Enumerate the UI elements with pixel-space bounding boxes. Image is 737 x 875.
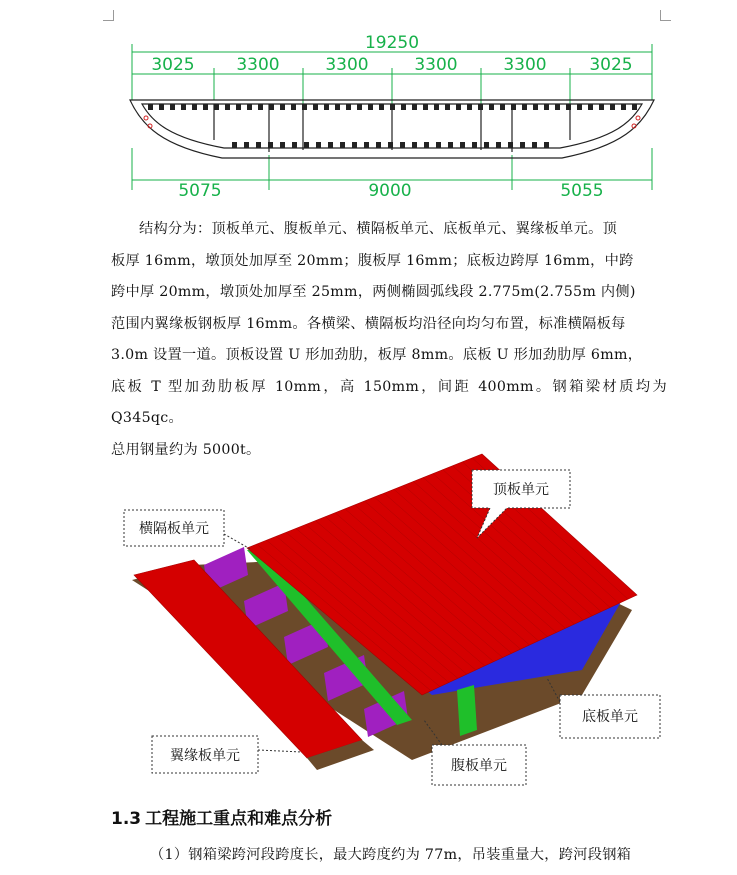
paragraph-line: 底板 T 型加劲肋板厚 10mm，高 150mm，间距 400mm。钢箱梁材质均为 Q345qc。 — [111, 378, 667, 426]
stiffener-rib — [256, 142, 261, 148]
top-dim-2: 3300 — [236, 55, 280, 75]
top-dim-1: 3025 — [151, 55, 195, 75]
stiffener-rib — [472, 142, 477, 148]
stiffener-rib — [324, 104, 329, 110]
bottom-plate-label: 底板单元 — [582, 709, 638, 725]
stiffener-rib — [467, 104, 472, 110]
stiffener-rib — [316, 142, 321, 148]
structure-description — [111, 214, 667, 466]
stiffener-rib — [357, 104, 362, 110]
bottom-dim-2: 9000 — [368, 181, 412, 201]
stiffener-rib — [508, 142, 513, 148]
paragraph-line: 板厚 16mm，墩顶处加厚至 20mm；腹板厚 16mm；底板边跨厚 16mm，中跨 — [111, 252, 634, 269]
girder-3d-figure — [112, 440, 672, 795]
stiffener-rib — [520, 142, 525, 148]
paragraph-line: 3.0m 设置一道。顶板设置 U 形加劲肋，板厚 8mm。底板 U 形加劲肋厚 6mm， — [111, 347, 643, 363]
stiffener-rib — [484, 142, 489, 148]
stiffener-rib — [555, 104, 560, 110]
stiffener-rib — [247, 104, 252, 110]
stiffener-rib — [532, 142, 537, 148]
stiffener-rib — [401, 104, 406, 110]
flange-label: 翼缘板单元 — [170, 748, 240, 764]
stiffener-rib — [203, 104, 208, 110]
stiffener-rib — [292, 142, 297, 148]
stiffener-rib — [424, 142, 429, 148]
web-label: 腹板单元 — [451, 758, 507, 774]
top-plate-label: 顶板单元 — [493, 482, 549, 498]
top-dim-4: 3300 — [414, 55, 458, 75]
section-heading — [111, 804, 332, 829]
callout-flange — [152, 736, 302, 773]
stiffener-rib — [181, 104, 186, 110]
page-corner-mark — [660, 10, 671, 21]
stiffener-rib — [588, 104, 593, 110]
stiffener-rib — [544, 104, 549, 110]
paragraph-line: 总用钢量约为 5000t。 — [111, 441, 261, 458]
stiffener-rib — [225, 104, 230, 110]
stiffener-rib — [489, 104, 494, 110]
stiffener-rib — [192, 104, 197, 110]
stiffener-rib — [258, 104, 263, 110]
stiffener-rib — [632, 104, 637, 110]
stiffener-rib — [280, 142, 285, 148]
stiffener-rib — [159, 104, 164, 110]
stiffener-rib — [400, 142, 405, 148]
stiffener-rib — [364, 142, 369, 148]
bottom-stiffeners — [232, 142, 549, 148]
stiffener-rib — [511, 104, 516, 110]
stiffener-rib — [214, 104, 219, 110]
stiffener-rib — [291, 104, 296, 110]
stiffener-rib — [340, 142, 345, 148]
stiffener-rib — [170, 104, 175, 110]
top-stiffeners — [148, 104, 637, 110]
diaphragm-label: 横隔板单元 — [139, 521, 209, 537]
stiffener-rib — [436, 142, 441, 148]
stiffener-rib — [496, 142, 501, 148]
stiffener-rib — [304, 142, 309, 148]
stiffener-rib — [566, 104, 571, 110]
stiffener-rib — [346, 104, 351, 110]
stiffener-rib — [412, 142, 417, 148]
section-title: 工程施工重点和难点分析 — [145, 809, 333, 829]
stiffener-rib — [445, 104, 450, 110]
list-item-text: （1）钢箱梁跨河段跨度长，最大跨度约为 77m，吊装重量大，跨河段钢箱 — [150, 847, 632, 863]
stiffener-rib — [533, 104, 538, 110]
stiffener-rib — [500, 104, 505, 110]
stiffener-rib — [368, 104, 373, 110]
stiffener-rib — [269, 104, 274, 110]
stiffener-rib — [460, 142, 465, 148]
top-dim-6: 3025 — [589, 55, 633, 75]
stiffener-rib — [280, 104, 285, 110]
paragraph-line: 结构分为：顶板单元、腹板单元、横隔板单元、底板单元、翼缘板单元。顶 — [139, 221, 618, 237]
top-dim-5: 3300 — [503, 55, 547, 75]
overall-width-label: 19250 — [364, 33, 420, 53]
stiffener-rib — [610, 104, 615, 110]
web-unit — [457, 685, 477, 736]
stiffener-rib — [148, 104, 153, 110]
stiffener-rib — [232, 142, 237, 148]
stiffener-rib — [621, 104, 626, 110]
callout-diaphragm — [124, 510, 252, 550]
paragraph-line: 跨中厚 20mm，墩顶处加厚至 25mm，两侧椭圆弧线段 2.775m(2.755m 内侧) — [111, 284, 636, 300]
stiffener-rib — [423, 104, 428, 110]
stiffener-rib — [434, 104, 439, 110]
stiffener-rib — [328, 142, 333, 148]
stiffener-rib — [412, 104, 417, 110]
stiffener-rib — [577, 104, 582, 110]
stiffener-rib — [313, 104, 318, 110]
section-number: 1.3 — [111, 809, 142, 829]
stiffener-rib — [236, 104, 241, 110]
stiffener-rib — [379, 104, 384, 110]
stiffener-rib — [522, 104, 527, 110]
bottom-dim-1: 5075 — [178, 181, 222, 201]
top-dim-3: 3300 — [325, 55, 369, 75]
stiffener-rib — [544, 142, 549, 148]
cross-section-drawing — [122, 30, 662, 202]
stiffener-rib — [335, 104, 340, 110]
stiffener-rib — [268, 142, 273, 148]
stiffener-rib — [302, 104, 307, 110]
list-item — [150, 843, 667, 867]
bottom-dim-3: 5055 — [560, 181, 604, 201]
stiffener-rib — [244, 142, 249, 148]
stiffener-rib — [478, 104, 483, 110]
stiffener-rib — [352, 142, 357, 148]
stiffener-rib — [456, 104, 461, 110]
stiffener-rib — [388, 142, 393, 148]
page-corner-mark — [103, 10, 114, 21]
stiffener-rib — [599, 104, 604, 110]
stiffener-rib — [390, 104, 395, 110]
stiffener-rib — [376, 142, 381, 148]
paragraph-line: 范围内翼缘板钢板厚 16mm。各横梁、横隔板均沿径向均匀布置，标准横隔板每 — [111, 315, 626, 332]
stiffener-rib — [448, 142, 453, 148]
